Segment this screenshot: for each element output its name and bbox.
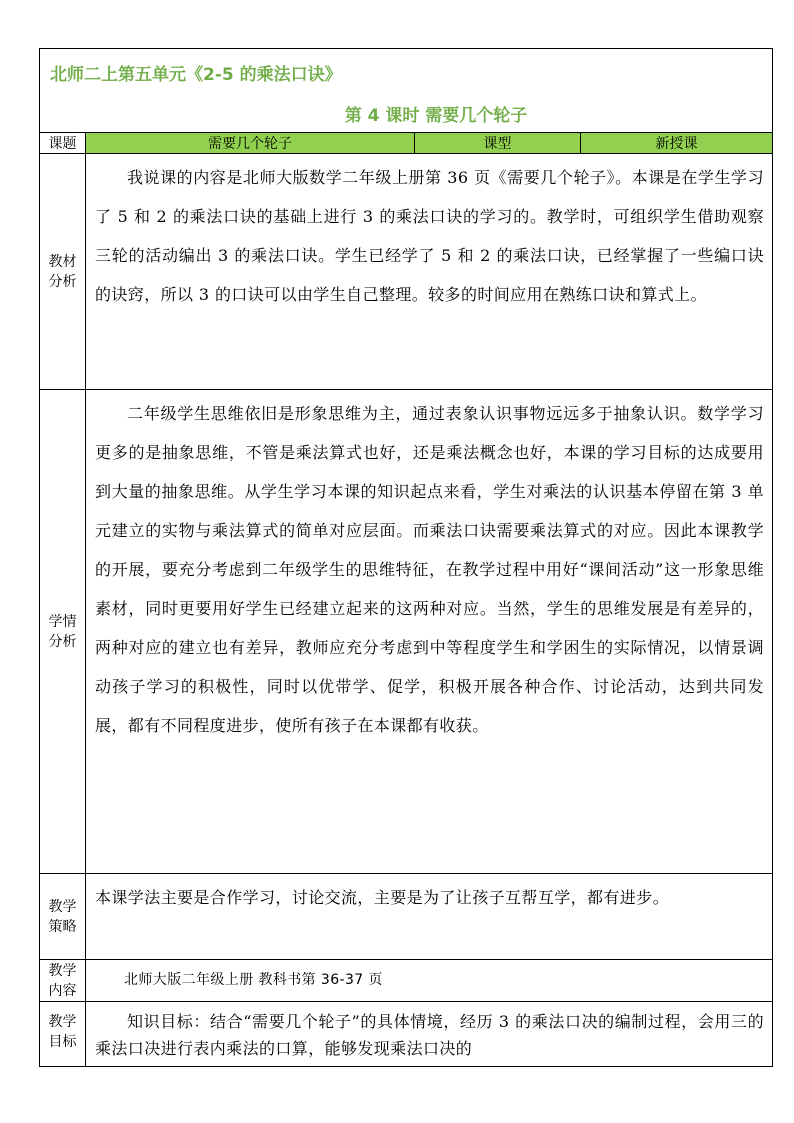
section-label: 教学目标 <box>48 1014 77 1050</box>
section-text: 本课学法主要是合作学习，讨论交流，主要是为了让孩子互帮互学，都有进步。 <box>95 888 670 907</box>
section-teaching-strategy <box>40 874 772 960</box>
lesson-title: 第 4 课时 需要几个轮子 <box>344 106 528 126</box>
type-label: 课型 <box>415 133 581 153</box>
topic-value: 需要几个轮子 <box>86 133 415 153</box>
lesson-plan-table <box>39 48 773 1067</box>
info-row <box>40 133 772 154</box>
section-label: 学情分析 <box>48 613 77 650</box>
section-student-analysis <box>40 390 772 874</box>
section-text: 二年级学生思维依旧是形象思维为主，通过表象认识事物远远多于抽象认识。数学学习更多的是抽象思维，不管是乘法算式也好，还是乘法概念也好，本课的学习目标的达成要用到大量的抽象思维。从学生学习本课的知识起点来看，学生对乘法的认识基本停留在第 3 单元建立的实物与乘法算式的简单对应层面。而乘法口诀需要乘法算式的对应。因此本课教学的开展，要充分考虑到二年级学生的思维特征，在教学过程中用好“课间活动”这一形象思维素材，同时更要用好学生已经建立起来的这两种对应。当然，学生的思维发展是有差异的，两种对应的建立也有差异，教师应充分考虑到中等程度学生和学困生的实际情况，以情景调动孩子学习的积极性，同时以优带学、促学，积极开展各种合作、讨论活动，达到共同发展，都有不同程度进步，使所有孩子在本课都有收获。 <box>95 404 764 735</box>
title-block <box>40 49 772 133</box>
section-text: 北师大版二年级上册 教科书第 36-37 页 <box>124 972 383 988</box>
section-text: 我说课的内容是北师大版数学二年级上册第 36 页《需要几个轮子》。本课是在学生学习了 5 和 2 的乘法口诀的基础上进行 3 的乘法口诀的学习的。教学时，可组织学生借助观察三轮的活动编出 3 的乘法口诀。学生已经学了 5 和 2 的乘法口诀，已经掌握了一些编口诀的诀窍，所以 3 的口诀可以由学生自己整理。较多的时间应用在熟练口诀和算式上。 <box>95 168 764 304</box>
section-label: 教材分析 <box>48 253 77 290</box>
unit-title: 北师二上第五单元《2-5 的乘法口诀》 <box>50 65 342 85</box>
section-teaching-content <box>40 960 772 1002</box>
section-teaching-goals <box>40 1002 772 1067</box>
topic-label: 课题 <box>40 133 86 153</box>
section-label: 教学内容 <box>48 962 77 999</box>
section-text: 知识目标：结合“需要几个轮子”的具体情境，经历 3 的乘法口决的编制过程，会用三的乘法口决进行表内乘法的口算，能够发现乘法口决的 <box>95 1012 764 1058</box>
section-textbook-analysis <box>40 154 772 390</box>
section-label: 教学策略 <box>48 898 77 935</box>
type-value: 新授课 <box>581 133 772 153</box>
